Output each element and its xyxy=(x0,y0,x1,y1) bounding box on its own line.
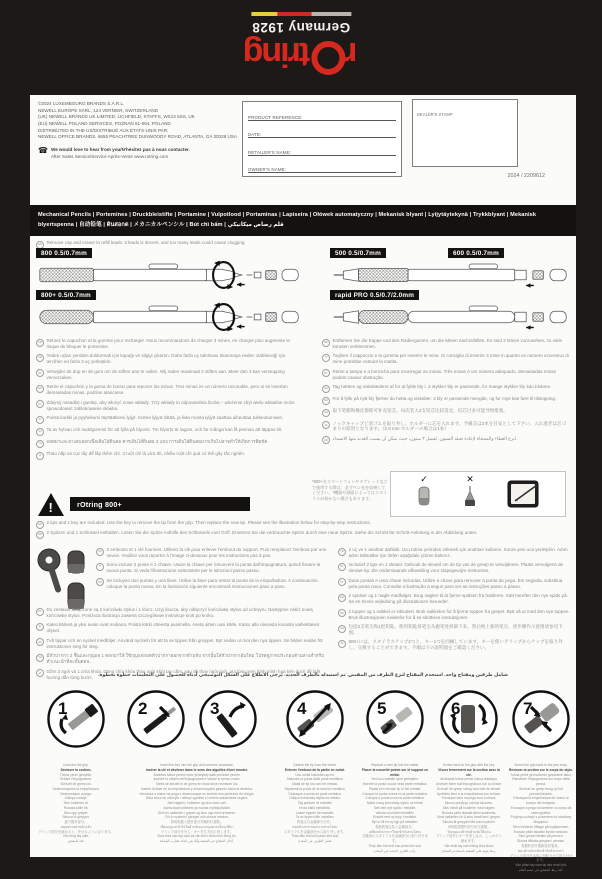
caption-line: 将新的笔尖装入金属部分。 xyxy=(375,824,415,829)
lang-badge: EN xyxy=(36,521,44,529)
caption-line: Detach the tip from the metal. xyxy=(293,763,337,767)
lang-badge: FR xyxy=(96,548,104,556)
tip-instruction-de: DE 2 Spitzen und 1 Schlüssel enthalten. Lösen Sie die Spitze mithilfe des Schlüssels vom Griff. Ersetzen Sie die verbrauchte Spitze durch eine neue Spitze. Siehe die Schritt-für-Schritt-Anleitung in der Abbildung unten. xyxy=(36,530,570,539)
step-circle-7 xyxy=(511,689,571,749)
lang-badge: TH xyxy=(36,440,44,448)
caption-line: Sæt den nye spids i metallet. xyxy=(373,805,417,810)
tip-instruction: VI Gồm 2 ngòi và 1 chìa khóa. Dùng chìa khóa tháo ngòi khỏi tay cầm, sau đó thay ngòi mới. Vui lòng xem hình minh họa bên dưới để biết hướng dẫn từng bước. xyxy=(36,669,328,681)
captions-steps-2-3 xyxy=(122,763,272,873)
caption-line: Enrosque bem na pega com a chave. xyxy=(441,796,497,801)
lang-badge: DE xyxy=(36,531,44,539)
tip-instruction: NL Inclusief 2 tips en 1 sleutel. Gebruik de sleutel om de tip van de greep te verwijderen. Plaats vervolgens de nieuwe tip. Zie onderstaande afbeelding voor stapsgewijze instructies. xyxy=(338,562,570,574)
refill-instructions-right xyxy=(322,338,570,448)
refill-instruction: VI Tháo nắp và cục tẩy để lắp thêm chì. 3 ruột chì là vừa đủ, nhiều ruột chì quá có thể gây tắc nghẽn. xyxy=(36,451,300,460)
caption-line: 交換用のスタイラスを金属部分に取り付けます。 xyxy=(362,834,428,844)
tip-instruction: ZH 包括2支笔尖和1把钥匙。使用钥匙将笔尖从握笔处拆卸下来，然后换上新的笔尖。逐步操作示意图请参见下图。 xyxy=(338,624,570,636)
caption-line: Replace a new tip into the metal. xyxy=(371,763,419,767)
step-6-grip-icon xyxy=(461,705,475,733)
caption-line: Skruva ur greppet. xyxy=(62,815,90,820)
phone-icon: ☎ xyxy=(38,146,48,155)
caption-line: Vaihda uusi kärki metalliin. xyxy=(375,810,415,815)
caption-line: Thay đầu bút mới vào phần kim loại. xyxy=(368,844,422,849)
caption-line: グリップ部分を外し、キーを左方向に回します。 xyxy=(160,829,234,834)
model-label-800plus: 800+ 0.5/0.7mm xyxy=(36,290,96,300)
check-icon: ✓ xyxy=(420,474,428,484)
refill-instruction: TR Yedek uçları yeniden doldurmak için kapağı ve silgiyi çıkartın. Daha fazla uç takılması tıkanmaya neden olabileceği için tercihen en fazla 3 uç yerleştirin. xyxy=(36,353,300,365)
lang-badge: TR xyxy=(36,354,44,362)
form-field-retailer-name: RETAILER'S NAME: xyxy=(248,141,396,156)
refill-instruction: NO For å fylle på nytt bly fjerner du hetta og viskelær. 3 bly er passende mengde, og for mye kan føre til tilstopping. xyxy=(322,396,570,405)
tip-instruction: JA 800+には、スタイラスチップ2つと、キー1つを同梱しています。キーを使いグリップからチップを取り外し、交換することができます。手順は下の説明図をご確認ください。 xyxy=(338,639,570,651)
caption-line: För in nyckeln i greppet och skruva medurs. xyxy=(165,815,229,820)
refill-instruction: ZH 取下笔帽和橡皮擦即可补充铅芯。每次装入3支铅芯比较适宜，铅芯过多可能导致堵塞。 xyxy=(322,408,570,417)
caption-line: Đưa chìa vào tay cầm và vặn theo chiều kim đồng hồ. xyxy=(157,834,237,839)
caption-line: Skru opp grepet. xyxy=(63,810,89,815)
caption-line: Visser fermement sur la section avec la clé. xyxy=(438,767,500,777)
tip-instruction: PL Do zestawu dołączone są 2 końcówki stylus i 1 klucz. Użyj klucza, aby odłączyć końcówkę stylus od uchwytu. Następnie załóż nową końcówkę stylus. Poniższa ilustracja zawiera szczegółowe instrukcje krok po kroku. xyxy=(36,607,328,619)
caption-line: Introduza a chave na pega e desenrosque no sentido dos ponteiros do relógio. xyxy=(139,791,255,796)
step-circle-4 xyxy=(285,689,345,749)
contact-line-1: We would love to hear from you/N'hésitez pas à nous contacter. xyxy=(50,147,190,152)
form-field-product-reference: PRODUCT REFERENCE: xyxy=(248,106,396,121)
tip-instruction-ar: شامل طرفين ومفتاح واحد. استخدم المفتاح لنزع الطرف من المقبض. ثم استبدله بالطرف الجديد. يُرجى الاطلاع على الشكل التوضيحي أدناه للحصول على التعليمات خطوة بخطوة. xyxy=(98,673,508,678)
tip-instruction: PT Duas pontas e uma chave incluídas. Utilize a chave para remover a ponta da pega. Em seguida, substitua pela ponta nova. Consulte a ilustração a seguir para ver as instruções passo a passo. xyxy=(338,578,570,590)
caption-line: Placer la nouvelle pointe sur le support en métal. xyxy=(361,767,429,777)
caption-line: グリップ部分を本体に回転させて取り付けます。 xyxy=(509,853,573,863)
caption-line: Insérer la clé et dévisser dans le sens des aiguilles d'une montre. xyxy=(145,767,249,772)
step-circle-5 xyxy=(365,689,425,749)
caption-line: Unscrew the grip. xyxy=(63,763,89,767)
lang-badge: AR xyxy=(322,436,330,444)
legal-block xyxy=(38,101,248,141)
caption-line: ركب الطرف الجديد في المعدن. xyxy=(373,848,417,853)
caption-line: Odkręć uchwyt. xyxy=(64,796,88,801)
warning-model-bar: rOtring 800+ xyxy=(70,497,250,511)
refill-instruction: PT Retire a tampa e a borracha para recarregar as minas. Três minas é um número adequado, demasiadas minas podem causar obstrução. xyxy=(322,369,570,381)
lang-badge: JA xyxy=(338,640,346,648)
stylus-tip-capped-icon xyxy=(415,484,433,508)
model-label-800: 800 0.5/0.7mm xyxy=(36,248,92,258)
tip-instruction-en: EN 2 tips and 1 key are included. Use the key to remove the tip from the grip. Then replace the new tip. Please see the illustration below for step-by-step instructions. xyxy=(36,520,570,529)
caption-line: Inserte la llave en la empuñadura y desenrósquela girando hacia la derecha. xyxy=(141,786,253,791)
pencil-diagram-rapid-pro xyxy=(330,302,570,332)
logo-text-right: tring xyxy=(244,35,311,73)
caption-line: Ruuvaa pidin takaisin kynän runkoon. xyxy=(513,829,569,834)
caption-line: Odłącz końcówkę stylus od metalu. xyxy=(289,796,341,801)
tablet-icon xyxy=(507,479,541,509)
tip-instruction: DA 2 spidser og 1 nøgle medfølger. Brug nøglen til at fjerne spidsen fra holderen. Sæt herefter den nye spids på. Se en trinvis vejledning på illustrationen herunder. xyxy=(338,593,570,605)
caption-line: Schroef de greep stevig vast met de sleutel. xyxy=(436,786,502,791)
caption-line: Insert the key into the grip and unscrew clockwise. xyxy=(160,763,234,767)
caption-line: Steek de sleutel in de greep en draai deze rechtsom los. xyxy=(155,782,239,787)
lang-badge: PL xyxy=(36,400,44,408)
legal-line: NEWELL OFFICE BRANDS, 6655 PEACHTREE DUNWOODY ROAD, ATLANTA, GA 30328 USA xyxy=(38,134,237,140)
legal-line: ©2024 LUXEMBOURG BRANDS S.À.R.L. xyxy=(38,101,125,106)
caption-line: Yeni ucu metalin içine yerleştirin. xyxy=(371,777,419,782)
caption-line: Erstatt med ny tupp i metallet. xyxy=(373,815,417,820)
tips-and-key-image xyxy=(36,547,90,613)
caption-line: Irrota kärki metallista. xyxy=(299,805,331,810)
caption-line: Plaats een nieuwe tip in het metaal. xyxy=(368,786,422,791)
caption-line: เสียบกุญแจเข้าไปในด้ามจับและหมุนตามเข็มนาฬิกา xyxy=(160,824,234,829)
lang-badge: TH xyxy=(36,654,44,662)
caption-line: Tutma yerini geri kalemin gövdesine takın. xyxy=(510,772,572,777)
tip-instruction: IT Sono incluse 2 punte e 1 chiave. Usare la chiave per rimuovere la punta dall'impugnatura, quindi fissare la nuova punta. Si veda l'illustrazione sottostante per le istruzioni passo passo. xyxy=(96,562,328,574)
brand-color-bar-icon xyxy=(251,12,351,16)
caption-line: Desenrosque a pega. xyxy=(60,791,92,796)
logo-text-left: r xyxy=(346,35,358,73)
pencil-tip-exposed-icon xyxy=(461,484,479,508)
caption-line: グリップ部分を緩めると、外せるようになります。 xyxy=(38,829,114,834)
stylus-not-ok xyxy=(461,475,479,513)
stylus-usage-box xyxy=(390,471,566,517)
caption-line: Anahtarı tutma yerinin içine yerleştirip saat yönünde çevirin. xyxy=(153,772,241,777)
pencil-diagram-800plus xyxy=(36,302,304,332)
lang-badge: ZH xyxy=(338,625,346,633)
caption-line: Apriétela bien a la empuñadura con la llave. xyxy=(436,791,502,796)
refill-instruction: NL Verwijder de dop en de gum om de stiften aan te vullen. Wij raden maximaal 3 stiften aan. Meer dan 3 kan verstopping veroorzaken. xyxy=(36,369,300,381)
caption-line: Nałóż nową końcówkę stylus na metal. xyxy=(366,801,424,806)
lang-badge: ES xyxy=(96,578,104,586)
step-number: 7 xyxy=(523,699,533,718)
caption-line: Skruva åt greppet hårt med nyckeln. xyxy=(442,820,496,825)
lang-badge: NL xyxy=(338,563,346,571)
step-circle-1 xyxy=(46,689,106,749)
pencil-diagram-800 xyxy=(36,260,304,290)
caption-line: グリップ部分にキーを差し込み、しっかりと締めます。 xyxy=(435,834,502,844)
refill-instruction: DA Tag hætten og viskelæderet af for at fylde bly i. 3 stykker bly er passende, for mange stykker bly kan blokere. xyxy=(322,384,570,393)
caption-line: Anahtarla tutma yerine sıkıca vidalayın. xyxy=(440,777,498,782)
caption-line: أدخل المفتاح في القبضة وفُك في اتجاه عقارب الساعة. xyxy=(159,839,235,844)
refill-instruction: ES Retire el capuchón y la goma de borrar para reponer las minas. Tres minas es un número razonable, pero si se insertan demasiadas minas, podrían atascarse. xyxy=(36,384,300,396)
refill-instruction-en: EN Remove cap and eraser to refill leads. 3 leads is decent, and too many leads could cause clogging. xyxy=(36,240,456,249)
caption-line: หมุนคลายส่วนด้ามจับ xyxy=(60,824,92,829)
caption-line: ถอดหัวปากกาออกจากส่วนโลหะ xyxy=(292,824,338,829)
caption-line: أعد ربط المقبض في جسم القلم. xyxy=(518,867,564,872)
lang-badge: PT xyxy=(322,369,330,377)
step-number: 5 xyxy=(377,699,387,718)
tip-instruction: TR 2 uç ve 1 anahtar dahildir. Ucu tutma yerinden sökmek için anahtarı kullanın. Sonra yeni uca yerleştirin. Adım adım talimatlar için lütfen aşağıdaki çizime bakınız. xyxy=(338,547,570,559)
stylus-ok xyxy=(415,475,433,513)
tip-instruction: FR 2 embouts et 1 clé fournies. Utilisez la clé pour enlever l'embout du support. Puis remplacez l'embout par une neuve. Veuillez vous reporter à l'image ci-dessous pour les instructions pas à pas. xyxy=(96,547,328,559)
caption-line: Skru hårdt på holderen med nøglen. xyxy=(442,805,496,810)
caption-line: เปลี่ยนหัวปากกาใหม่เข้ากับส่วนโลหะ xyxy=(368,829,422,834)
caption-line: หมุนด้ามจับกลับเข้ากับตัวปากกา xyxy=(517,848,564,853)
caption-line: Skru grepet tilbake på pennen. xyxy=(518,834,564,839)
model-label-600: 600 0.5/0.7mm xyxy=(448,248,504,258)
caption-line: Byt ut till en ny tipp på metallen. xyxy=(371,820,419,825)
caption-line: Enrosque a pega novamente no corpo da esferográfica. xyxy=(510,805,572,815)
tip-instructions-left-indented xyxy=(96,547,328,593)
caption-line: Aseta avain pitimeen ja ruuvaa myötäpäivään. xyxy=(163,805,231,810)
caption-line: Ruuvaa pidin irti. xyxy=(63,805,89,810)
caption-line: Ruuvaa pidin tiukasti kiinni avaimella. xyxy=(441,810,497,815)
caption-line: 旋下握杆部分。 xyxy=(64,820,88,825)
legal-line: (UK) NEWELL BRANDS UK LIMITED, LICHFIELD, STAFFS, WS13 6SS, UK xyxy=(38,114,195,120)
caption-line: Staccare la punta dalla parte metallica. xyxy=(286,777,344,782)
lang-badge: FR xyxy=(36,339,44,347)
lang-badge: TR xyxy=(338,548,346,556)
step-number: 6 xyxy=(451,699,461,718)
step-circle-3 xyxy=(198,689,258,749)
lang-badge: VI xyxy=(36,452,44,460)
refill-instruction: SV Ta av hylsan och suddgummit för att fylla på blyorts. Tre blyorts är lagom, och för många kan få pennan att täppas till. xyxy=(36,427,300,436)
pencil-diagram-500-600 xyxy=(330,260,570,290)
caption-line: Maak de tip los van het metaal. xyxy=(292,782,338,787)
caption-line: Vặn chặt tay cầm bằng chìa khóa. xyxy=(444,844,494,849)
caption-line: Sæt nøglen i holderen og skru med uret. xyxy=(167,801,227,806)
refill-instructions-left xyxy=(36,338,300,463)
caption-line: Ucu metal kısımdan ayırın. xyxy=(295,772,335,777)
tip-instruction: TH มีหัวปากกา 2 ชิ้นและกุญแจ 1 ดอกมาให้ ใช้กุญแจถอดหัวปากกาออกจากด้ามจับ จากนั้นใส่หัวปากกาอันใหม่ โปรดดูภาพประกอบด้านล่างสำหรับคำแนะนำทีละขั้นตอน xyxy=(36,653,328,665)
lang-badge: PL xyxy=(36,608,44,616)
model-label-rapid-pro: rapid PRO 0.5/0.7/2.0mm xyxy=(330,290,419,300)
caption-line: Enlever l'embout de la partie en métal. xyxy=(285,767,345,772)
leaflet-sheet xyxy=(30,95,576,872)
caption-line: Mocno przykręć uchwyt kluczem. xyxy=(444,801,494,806)
caption-line: Riavvitare l'impugnatura sul corpo della penna. xyxy=(512,777,570,787)
step-number: 3 xyxy=(210,699,220,718)
caption-line: Avvitare bene sull'impugnatura con la chiave. xyxy=(436,782,502,787)
caption-line: Skruva tillbaka greppet i pennan. xyxy=(516,839,566,844)
lang-badge: DA xyxy=(322,385,330,393)
caption-line: Svitare l'impugnatura. xyxy=(60,777,92,782)
refill-instruction: DE Entfernen Sie die Kappe und den Radiergummi, um die Minen nachzufüllen. Es sind 3 Minen vorzusehen, zu viele könnten verklemmen. xyxy=(322,338,570,350)
model-label-500: 500 0.5/0.7mm xyxy=(330,248,386,258)
legal-line: (EU) NEWELL POLAND SERVICES, POZNAN 61-664, POLAND xyxy=(38,120,171,126)
step-number: 1 xyxy=(58,699,68,718)
captions-step-7 xyxy=(506,763,576,873)
step-circle-2 xyxy=(126,689,186,749)
caption-line: Løsne tuppen fra metallet. xyxy=(295,810,335,815)
lang-badge: SV xyxy=(36,428,44,436)
legal-line: NEWELL EUROPE SÀRL, 124 VERNIER, SWITZERLAND xyxy=(38,107,159,113)
form-field-owner-name: OWNER'S NAME: xyxy=(248,159,396,174)
doc-number: 2024 / 2209612 xyxy=(507,173,545,179)
caption-line: 将钥匙插入握杆部分并顺时针旋转。 xyxy=(170,820,224,825)
lang-badge: IT xyxy=(96,563,104,571)
rotring-logo xyxy=(245,37,358,75)
lang-badge: EN xyxy=(36,241,44,249)
contact-line-2: After Sales Service/Service Après-Vente www.rotring.com xyxy=(50,153,169,159)
captions-step-5 xyxy=(358,763,432,873)
lang-badge: SV xyxy=(36,638,44,646)
lang-badge: PT xyxy=(338,578,346,586)
caption-line: Dévisser la section. xyxy=(60,767,92,772)
form-field-date: DATE: xyxy=(248,124,396,139)
step-circle-6 xyxy=(439,689,499,749)
caption-line: Screw hard on the grip with the key. xyxy=(442,763,496,767)
lang-badge: DE xyxy=(322,339,330,347)
captions-step-6 xyxy=(432,763,506,873)
caption-line: Screw the grip back to the pen body. xyxy=(514,763,568,767)
tip-instruction: SV Två tippar och en nyckel medföljer. Använd nyckeln för att ta av tippen från greppet. Byt sedan ut mot den nya tippen. Se bilden nedan för instruktioner steg för steg. xyxy=(36,638,328,650)
caption-line: Tháo đầu bút khỏi phần kim loại. xyxy=(291,834,339,839)
caption-line: فصل الطرف عن المعدن. xyxy=(297,839,333,844)
lang-badge: DA xyxy=(338,594,346,602)
caption-line: ربط بقوة على القبضة باستخدام المفتاح. xyxy=(441,848,497,853)
caption-line: Ta av tippen från metallen. xyxy=(295,815,335,820)
caption-line: Włóż klucz do uchwytu i odkręć zgodnie z ruchem wskazówek zegara. xyxy=(145,796,249,801)
refill-instruction: IT Togliere il cappuccio e la gomma per inserire le mine. Si consiglia di inserire 3 mine in quanto un numero eccessivo di mine potrebbe ostruire la matita. xyxy=(322,353,570,365)
caption-line: Desenrósquese la empuñadura. xyxy=(52,786,100,791)
refill-instruction: FR Retirez le capuchon et la gomme pour recharger. Nous recommandons de charger 3 mines, en charger plus augmente le risque de bloquer le portemine. xyxy=(36,338,300,350)
caption-line: Coloque a ponta nova na parte metálica. xyxy=(365,796,425,801)
caption-line: Przykręć uchwyt z powrotem do obudowy długopisu. xyxy=(510,815,572,825)
lang-badge: JA xyxy=(322,421,330,429)
brand-logo xyxy=(245,12,358,75)
lang-badge: FI xyxy=(36,416,44,424)
caption-line: Tag spidsen af metallet. xyxy=(297,801,333,806)
caption-line: Sepárese la punta de la sección metálica. xyxy=(284,786,346,791)
logo-ring-icon xyxy=(311,41,345,75)
refill-instruction: JA ノックキャップと消ゴムを取り外し、ホルダーに芯を入れます。予備芯は3本を目安として下さい。入れ過ぎは芯づまりの原因となります。（2.0 mm ホルダーの場合は1本） xyxy=(322,421,570,433)
brand-tagline: Germany 1928 xyxy=(251,20,351,35)
caption-line: Sett inn nøkkelen i grepet og skru opp med urviseren. xyxy=(157,810,237,815)
caption-line: 将笔尖与金属部分分开。 xyxy=(296,820,334,825)
caption-line: 用钥匙将握杆部分用力旋紧。 xyxy=(447,824,491,829)
caption-line: ขันกุญแจเข้ากับด้ามจับให้แน่น xyxy=(447,829,491,834)
caption-line: Vặn lỏng tay cầm. xyxy=(62,834,90,839)
caption-line: Bruk nøkkelen for å skru hardt fast i grepet. xyxy=(437,815,501,820)
refill-instruction: FI Poista korkki ja pyyhekumi täyttääksesi lyijyt. Kolme lyijyä riittää, ja liian monta lyijyä saattaa aiheuttaa tukkeutumisen. xyxy=(36,415,300,424)
captions-step-4 xyxy=(272,763,358,873)
product-reference-form xyxy=(242,101,402,177)
caption-line: Schroef de greep terug op het pennenlichaam. xyxy=(519,786,563,796)
tip-instructions-right xyxy=(338,547,570,655)
dealer-stamp-box xyxy=(412,99,518,167)
caption-line: Destaque a ponta da parte metálica. xyxy=(288,791,342,796)
caption-line: スタイラスを金属部分から取り外します。 xyxy=(283,829,347,834)
warning-triangle-icon: ! xyxy=(38,493,64,516)
caption-line: Skru holderen tilbage på kuglepennen. xyxy=(512,824,570,829)
stylus-usage-note-ja: *800+をスマートフォンやタブレットなどで使用する際は、必ずペン先を収納してください。*機器や画面によってはスタイラスが効かない場合もあります。 xyxy=(312,479,388,502)
refill-instruction: AR انزع الغطاء والممحاة لإعادة تعبئة السنون. يُفضل ٣ سنون، حيث يمكن أن يسبب العديد منها الانسداد. xyxy=(322,436,570,445)
lang-badge: FI xyxy=(36,623,44,631)
step-captions xyxy=(30,763,576,873)
caption-line: 将握杆部分重新装回笔身。 xyxy=(521,844,561,849)
title-bar: Mechanical Pencils | Portemines | Druckbleistifte | Portamine | Vulpotlood | Portaminas | Lapiseira | Ołówek automatyczny | Mekanisk blyant | Lyijytäytekynä | Trykkblyant | Mekanisk blyertspenna | 自动铅笔 | ดินสอกด | メカニカルペンシル | Bút chì bấm | قلم رصاص ميكانيكي xyxy=(30,205,576,236)
cross-icon: ✕ xyxy=(466,474,474,484)
caption-line: Tutma yerini gevşetin. xyxy=(59,772,93,777)
caption-line: فك المقبض. xyxy=(67,839,85,844)
caption-line: Enrosque la empuñadura de nuevo al cuerpo del bolígrafo. xyxy=(513,796,569,806)
caption-line: Vặn phần tay cầm lại vào mình bút. xyxy=(515,863,567,868)
lang-badge: NO xyxy=(338,609,346,617)
contact-block xyxy=(38,147,190,160)
lang-badge: NO xyxy=(322,397,330,405)
captions-step-1 xyxy=(30,763,122,873)
lang-badge: ES xyxy=(36,385,44,393)
lang-badge: IT xyxy=(322,354,330,362)
caption-line: Coloque la punta nueva en la parte metálica. xyxy=(362,791,428,796)
caption-line: Inserire la punta nuova nella parte metallica. xyxy=(362,782,428,787)
tip-instruction: NO 2 tupper og 1 nøkkel er inkludert. Bruk nøkkelen for å fjerne tuppen fra grepet. Bytt så ut med den nye tuppen. Bruk illustrasjonen nedenfor for å se skrittvise instruksjoner. xyxy=(338,609,570,621)
dealer-stamp-label: DEALER'S STAMP xyxy=(417,112,453,117)
caption-line: Schroef de greep los. xyxy=(60,782,92,787)
refill-instruction: TH ถอดฝาและยางลบออกเพื่อเติมไส้ดินสอ ควรเติมไส้ดินสอ 3 แท่ง การเติมไส้ดินสอมากเกินไปอาจทำให้เกิดการติดขัด xyxy=(36,439,300,448)
lang-badge: ZH xyxy=(322,409,330,417)
step-number: 2 xyxy=(138,699,148,718)
legal-line: DISTRIBUTED IN THE US/DISTRIBUÉ AUX ÉTATS-UNIS PAR: xyxy=(38,127,169,133)
caption-line: Skru holderen af. xyxy=(63,801,89,806)
refill-instruction: PL Zdejmij nasadkę i gumkę, aby włożyć nowe wkłady. Trzy wkłady to odpowiednia liczba – włożenie zbyt wielu wkładów może spowodować zablokowanie ołówka. xyxy=(36,400,300,412)
lang-badge: VI xyxy=(36,669,44,677)
lang-badge: NL xyxy=(36,369,44,377)
caption-line: Inserire la chiave nell'impugnatura e svitare in senso orario. xyxy=(153,777,241,782)
tip-instruction: ES Se incluyen dos puntas y una llave. Utilice la llave para retirar la punta de la empuñadura. A continuación, coloque la punta nueva. En la ilustración siguiente encontrará instrucciones paso a paso. xyxy=(96,578,328,590)
caption-line: Revisser la section sur le corps du stylo. xyxy=(509,767,573,772)
tip-instruction: FI Kaksi kärkeä ja yksi avain ovat mukana. Poista kärki otteesta avaimella. Aseta sitten uusi kärki. Katso alla olevasta kuvasta vaiheittaiset ohjeet. xyxy=(36,622,328,634)
step-number: 4 xyxy=(297,699,307,718)
